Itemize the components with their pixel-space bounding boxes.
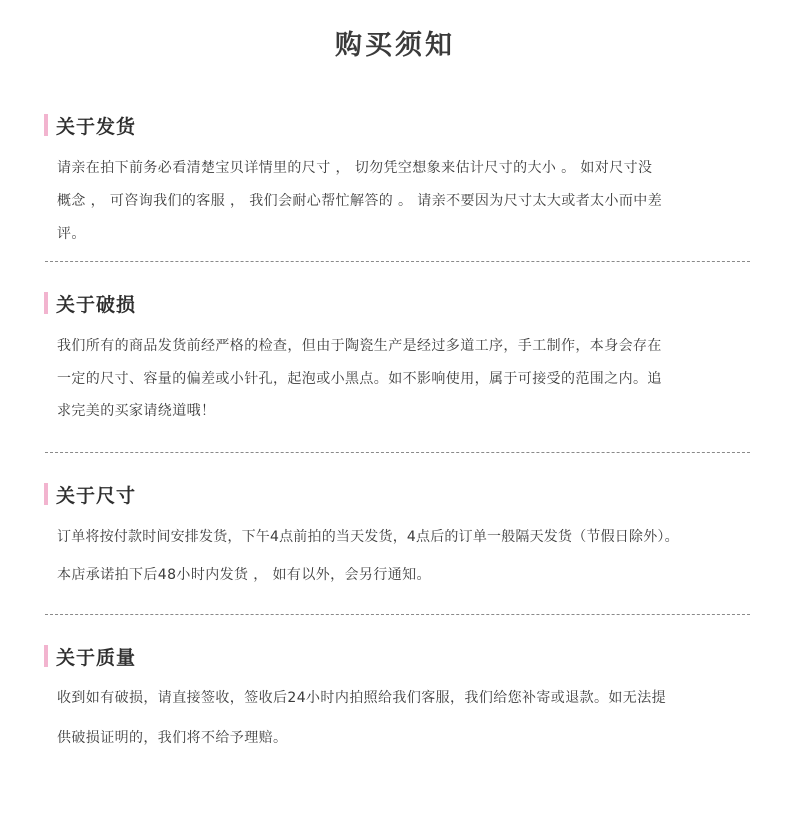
accent-bar — [44, 114, 48, 136]
paragraph-line: 一定的尺寸、容量的偏差或小针孔，起泡或小黑点。如不影响使用，属于可接受的范围之内。追 — [57, 371, 662, 387]
section-heading — [44, 291, 136, 315]
page-header — [0, 28, 790, 64]
section-heading — [44, 113, 136, 137]
section-divider — [45, 614, 750, 615]
section-divider — [45, 261, 750, 262]
paragraph-line: 订单将按付款时间安排发货，下午4点前拍的当天发货，4点后的订单一般隔天发货（节假日除外）。 — [57, 529, 679, 545]
section-title: 关于发货 — [56, 115, 137, 138]
section-divider — [45, 452, 750, 453]
accent-bar — [44, 292, 48, 314]
paragraph-line: 概念 ， 可咨询我们的客服 ， 我们会耐心帮忙解答的 。 请亲不要因为尺寸太大或者太小而中差 — [57, 193, 663, 209]
paragraph-line: 供破损证明的，我们将不给予理赔。 — [57, 730, 288, 746]
section-heading — [44, 482, 136, 506]
accent-bar — [44, 483, 48, 505]
section-title: 关于破损 — [56, 293, 137, 316]
section-heading — [44, 644, 136, 668]
accent-bar — [44, 645, 48, 667]
paragraph-line: 评。 — [57, 226, 86, 242]
page-title-text: 购买须知 — [335, 30, 455, 61]
section-title: 关于尺寸 — [56, 484, 137, 507]
section-title: 关于质量 — [56, 646, 137, 669]
page-title — [332, 28, 458, 64]
paragraph-line: 求完美的买家请绕道哦！ — [57, 403, 216, 419]
paragraph-line: 收到如有破损，请直接签收，签收后24小时内拍照给我们客服，我们给您补寄或退款。如无法提 — [57, 690, 667, 706]
paragraph-line: 我们所有的商品发货前经严格的检查，但由于陶瓷生产是经过多道工序，手工制作，本身会存在 — [57, 338, 662, 354]
paragraph-line: 本店承诺拍下后48小时内发货 ， 如有以外，会另行通知。 — [57, 567, 431, 583]
paragraph-line: 请亲在拍下前务必看清楚宝贝详情里的尺寸 ， 切勿凭空想象来估计尺寸的大小 。 如对尺寸没 — [57, 160, 653, 176]
